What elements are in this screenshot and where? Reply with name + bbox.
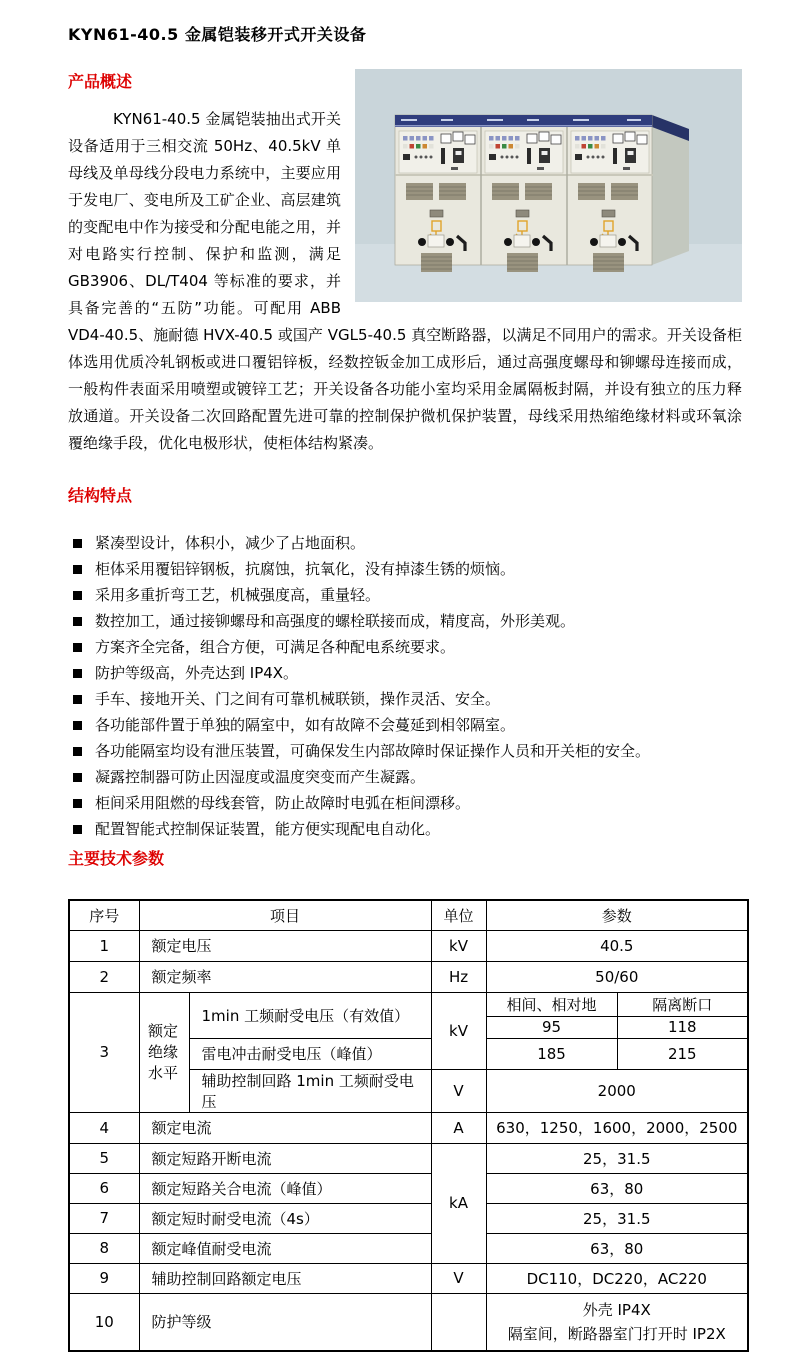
bullet-square-icon xyxy=(73,591,82,600)
bullet-square-icon xyxy=(73,773,82,782)
list-item xyxy=(68,582,742,608)
list-item xyxy=(68,712,742,738)
list-item xyxy=(68,556,742,582)
bullet-square-icon xyxy=(73,539,82,548)
specs-table xyxy=(68,899,749,1352)
bullet-square-icon xyxy=(73,695,82,704)
cell-no: 6 xyxy=(69,1173,139,1203)
bullet-square-icon xyxy=(73,669,82,678)
list-item xyxy=(68,686,742,712)
bullet-square-icon xyxy=(73,617,82,626)
cell-no: 7 xyxy=(69,1203,139,1233)
feature-text: 配置智能式控制保证装置，能方便实现配电自动化。 xyxy=(95,820,441,838)
cell-item: 1min 工频耐受电压（有效值） xyxy=(189,992,431,1038)
list-item xyxy=(68,608,742,634)
cell-param: 63，80 xyxy=(486,1233,748,1263)
table-row xyxy=(69,930,748,961)
list-item xyxy=(68,530,742,556)
cell-item: 额定短路开断电流 xyxy=(139,1143,431,1173)
cell-param: 25，31.5 xyxy=(486,1203,748,1233)
cell-param: 25，31.5 xyxy=(486,1143,748,1173)
cell-unit: V xyxy=(431,1069,486,1112)
header-item: 项目 xyxy=(139,900,431,930)
cell-group xyxy=(139,992,189,1112)
feature-text: 各功能部件置于单独的隔室中，如有故障不会蔓延到相邻隔室。 xyxy=(95,716,516,734)
cell-unit: kV xyxy=(431,930,486,961)
cell-unit: V xyxy=(431,1263,486,1293)
list-item xyxy=(68,816,742,842)
overview-heading: 产品概述 xyxy=(68,72,133,91)
cell-subheader: 隔离断口 xyxy=(617,992,748,1016)
page-title: KYN61-40.5 金属铠装移开式开关设备 xyxy=(68,25,367,44)
cell-unit: kV xyxy=(431,992,486,1069)
list-item xyxy=(68,764,742,790)
cell-item: 辅助控制回路额定电压 xyxy=(139,1263,431,1293)
bullet-square-icon xyxy=(73,747,82,756)
bullet-square-icon xyxy=(73,825,82,834)
cell-param: 50/60 xyxy=(486,961,748,992)
table-row xyxy=(69,1293,748,1351)
feature-text: 柜体采用覆铝锌钢板，抗腐蚀，抗氧化，没有掉漆生锈的烦恼。 xyxy=(95,560,516,578)
header-param: 参数 xyxy=(486,900,748,930)
overview-section xyxy=(68,69,742,457)
list-item xyxy=(68,660,742,686)
cell-item: 雷电冲击耐受电压（峰值） xyxy=(189,1038,431,1069)
feature-text: 数控加工，通过接铆螺母和高强度的螺栓联接而成，精度高，外形美观。 xyxy=(95,612,576,630)
cell-item: 防护等级 xyxy=(139,1293,431,1351)
table-row xyxy=(69,961,748,992)
list-item xyxy=(68,790,742,816)
group-label: 额定绝缘水平 xyxy=(148,1021,179,1082)
switchgear-photo-illustration xyxy=(355,69,742,302)
feature-text: 方案齐全完备，组合方便，可满足各种配电系统要求。 xyxy=(95,638,456,656)
bullet-square-icon xyxy=(73,565,82,574)
feature-text: 紧凑型设计，体积小，减少了占地面积。 xyxy=(95,534,366,552)
cell-param: 215 xyxy=(617,1038,748,1069)
table-row xyxy=(69,1233,748,1263)
cell-item: 辅助控制回路 1min 工频耐受电压 xyxy=(189,1069,431,1112)
cell-unit xyxy=(431,1293,486,1351)
cell-param xyxy=(486,1293,748,1351)
cell-param: 185 xyxy=(486,1038,617,1069)
table-row xyxy=(69,1112,748,1143)
features-list xyxy=(68,530,742,842)
bullet-square-icon xyxy=(73,799,82,808)
cell-item: 额定短时耐受电流（4s） xyxy=(139,1203,431,1233)
table-row xyxy=(69,1173,748,1203)
feature-text: 手车、接地开关、门之间有可靠机械联锁，操作灵活、安全。 xyxy=(95,690,501,708)
table-row xyxy=(69,1263,748,1293)
cell-item: 额定电压 xyxy=(139,930,431,961)
cell-param: 118 xyxy=(617,1016,748,1038)
header-no: 序号 xyxy=(69,900,139,930)
cell-no: 1 xyxy=(69,930,139,961)
cell-item: 额定频率 xyxy=(139,961,431,992)
cell-param: DC110，DC220，AC220 xyxy=(486,1263,748,1293)
cell-no: 3 xyxy=(69,992,139,1112)
table-row xyxy=(69,992,748,1016)
cell-param: 630，1250，1600，2000，2500 xyxy=(486,1112,748,1143)
product-photo xyxy=(355,69,742,302)
table-row xyxy=(69,1143,748,1173)
list-item xyxy=(68,738,742,764)
param-line: 外壳 IP4X xyxy=(582,1300,651,1319)
cell-no: 5 xyxy=(69,1143,139,1173)
table-header-row xyxy=(69,900,748,930)
cell-item: 额定电流 xyxy=(139,1112,431,1143)
cell-param: 2000 xyxy=(486,1069,748,1112)
overview-paragraph: KYN61-40.5 金属铠装抽出式开关设备适用于三相交流 50Hz、40.5kV 单母线及单母线分段电力系统中，主要应用于发电厂、变电所及工矿企业、高层建筑的变配电中作为接受和分配电能之用，并对电路实行控制、保护和监测，满足 GB3906、DL/T404 等标准的要求，并具备完善的“五防”功能。可配用 ABB VD4-40.5、施耐德 HVX-40.5 或国产 VGL5-40.5 真空断路器，以满足不同用户的需求。开关设备柜体选用优质冷轧钢板或进口覆铝锌板，经数控钣金加工成形后，通过高强度螺母和铆螺母连接而成，一般构件表面采用喷塑或镀锌工艺；开关设备各功能小室均采用金属隔板封隔，并设有独立的压力释放通道。开关设备二次回路配置先进可靠的控制保护微机保护装置，母线采用热缩绝缘材料或环氧涂覆绝缘手段，优化电极形状，使柜体结构紧凑。 xyxy=(68,110,742,452)
cell-no: 2 xyxy=(69,961,139,992)
feature-text: 采用多重折弯工艺，机械强度高，重量轻。 xyxy=(95,586,381,604)
param-line: 隔室间，断路器室门打开时 IP2X xyxy=(507,1324,726,1343)
features-heading: 结构特点 xyxy=(68,486,133,505)
cell-param: 95 xyxy=(486,1016,617,1038)
cell-unit: Hz xyxy=(431,961,486,992)
bullet-square-icon xyxy=(73,721,82,730)
list-item xyxy=(68,634,742,660)
cell-param: 63，80 xyxy=(486,1173,748,1203)
cell-no: 4 xyxy=(69,1112,139,1143)
cell-unit: A xyxy=(431,1112,486,1143)
cell-unit: kA xyxy=(431,1143,486,1263)
bullet-square-icon xyxy=(73,643,82,652)
header-unit: 单位 xyxy=(431,900,486,930)
feature-text: 防护等级高，外壳达到 IP4X。 xyxy=(95,664,299,682)
table-row xyxy=(69,1203,748,1233)
cell-no: 8 xyxy=(69,1233,139,1263)
feature-text: 凝露控制器可防止因湿度或温度突变而产生凝露。 xyxy=(95,768,426,786)
cell-item: 额定短路关合电流（峰值） xyxy=(139,1173,431,1203)
cell-no: 9 xyxy=(69,1263,139,1293)
specs-heading: 主要技术参数 xyxy=(68,849,165,868)
cell-item: 额定峰值耐受电流 xyxy=(139,1233,431,1263)
feature-text: 各功能隔室均设有泄压装置，可确保发生内部故障时保证操作人员和开关柜的安全。 xyxy=(95,742,651,760)
cell-subheader: 相间、相对地 xyxy=(486,992,617,1016)
feature-text: 柜间采用阻燃的母线套管，防止故障时电弧在柜间漂移。 xyxy=(95,794,471,812)
cell-param: 40.5 xyxy=(486,930,748,961)
cell-no: 10 xyxy=(69,1293,139,1351)
